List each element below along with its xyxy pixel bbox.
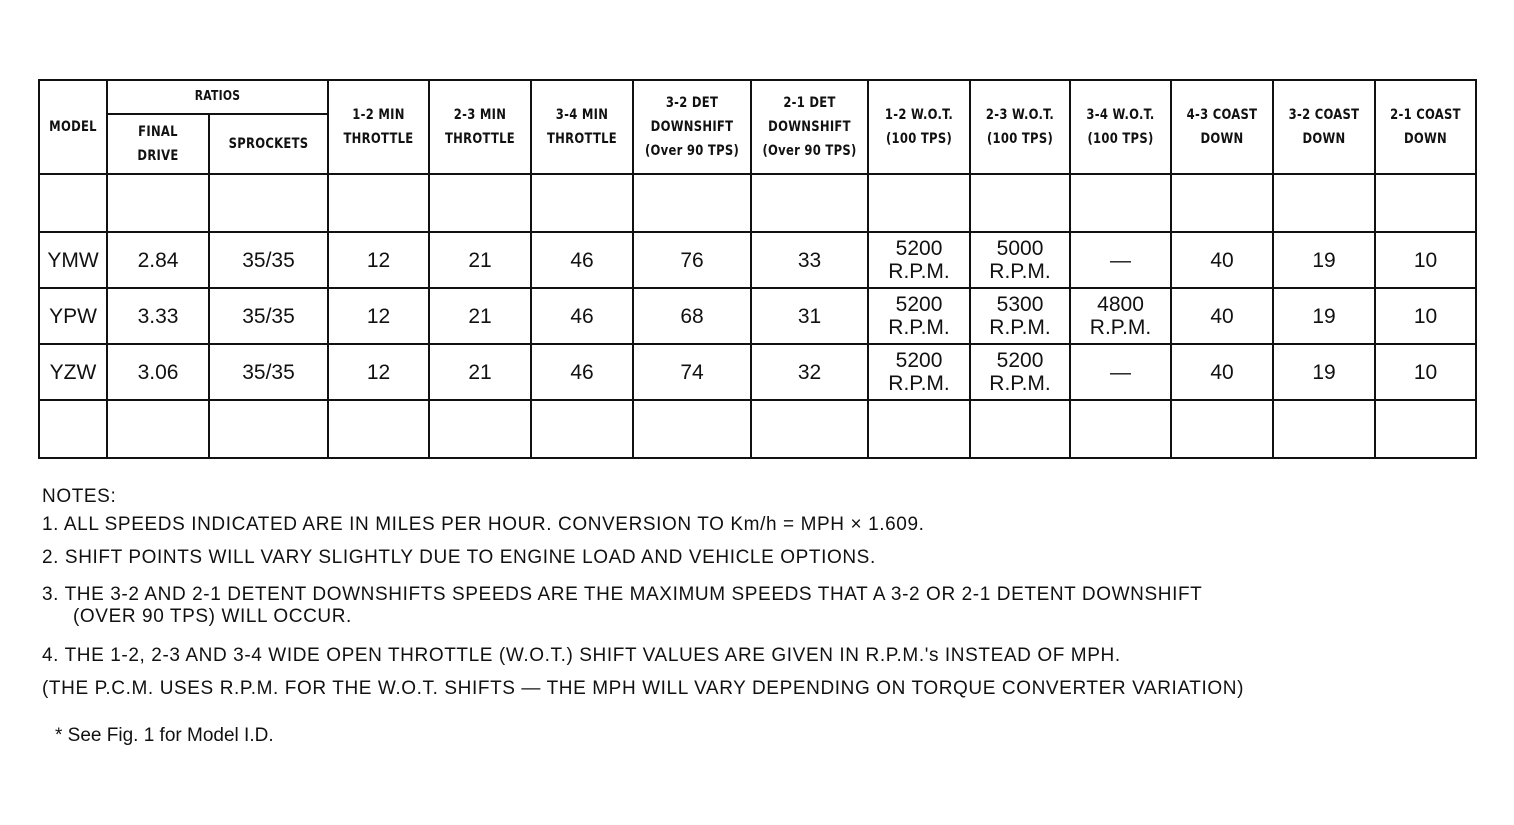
cell-wot34: —: [1070, 232, 1171, 288]
cell-coast43: 40: [1171, 232, 1273, 288]
header-det21: 2-1 DET DOWNSHIFT (Over 90 TPS): [756, 80, 864, 174]
cell-min12: 12: [328, 232, 429, 288]
cell-min34: 46: [531, 232, 633, 288]
note-2: 2. SHIFT POINTS WILL VARY SLIGHTLY DUE TO ENGINE LOAD AND VEHICLE OPTIONS.: [42, 547, 876, 568]
cell-det32: 68: [633, 288, 751, 344]
table-row: [39, 232, 1476, 288]
table-row: [39, 344, 1476, 400]
notes-heading: NOTES:: [42, 486, 117, 507]
cell-model: YMW: [39, 232, 107, 288]
model-id-footnote: * See Fig. 1 for Model I.D.: [55, 725, 274, 746]
header-det32: 3-2 DET DOWNSHIFT (Over 90 TPS): [638, 80, 747, 174]
cell-wot12: 5200 R.P.M.: [868, 344, 970, 400]
header-wot12: 1-2 W.O.T. (100 TPS): [872, 80, 966, 174]
cell-coast32: 19: [1273, 344, 1375, 400]
cell-wot34: —: [1070, 344, 1171, 400]
table-row-blank: [39, 174, 1476, 232]
header-sprockets: SPROCKETS: [214, 114, 323, 174]
notes-block: [42, 486, 1244, 705]
cell-det21: 33: [751, 232, 868, 288]
header-final-drive: FINAL DRIVE: [111, 114, 205, 174]
cell-model: YZW: [39, 344, 107, 400]
cell-coast21: 10: [1375, 232, 1476, 288]
note-5: (THE P.C.M. USES R.P.M. FOR THE W.O.T. SHIFTS — THE MPH WILL VARY DEPENDING ON TORQUE CONVERTER VARIATION): [42, 678, 1245, 699]
header-coast43: 4-3 COAST DOWN: [1175, 80, 1269, 174]
header-min23: 2-3 MIN THROTTLE: [433, 80, 527, 174]
cell-det21: 32: [751, 344, 868, 400]
cell-sprockets: 35/35: [209, 232, 328, 288]
cell-det32: 76: [633, 232, 751, 288]
header-min12: 1-2 MIN THROTTLE: [332, 80, 425, 174]
header-min34: 3-4 MIN THROTTLE: [535, 80, 629, 174]
cell-final-drive: 3.33: [107, 288, 209, 344]
cell-min23: 21: [429, 344, 531, 400]
cell-min23: 21: [429, 232, 531, 288]
header-ratios: RATIOS: [116, 80, 319, 114]
cell-wot23: 5000 R.P.M.: [970, 232, 1070, 288]
cell-wot12: 5200 R.P.M.: [868, 232, 970, 288]
header-wot34: 3-4 W.O.T. (100 TPS): [1074, 80, 1167, 174]
cell-wot23: 5200 R.P.M.: [970, 344, 1070, 400]
cell-wot23: 5300 R.P.M.: [970, 288, 1070, 344]
cell-sprockets: 35/35: [209, 344, 328, 400]
cell-coast43: 40: [1171, 288, 1273, 344]
cell-min12: 12: [328, 344, 429, 400]
cell-wot12: 5200 R.P.M.: [868, 288, 970, 344]
cell-model: YPW: [39, 288, 107, 344]
shift-speed-table: [38, 79, 1477, 459]
cell-coast32: 19: [1273, 232, 1375, 288]
cell-coast43: 40: [1171, 344, 1273, 400]
table-row: [39, 288, 1476, 344]
cell-min23: 21: [429, 288, 531, 344]
cell-min34: 46: [531, 288, 633, 344]
cell-coast21: 10: [1375, 288, 1476, 344]
header-coast32: 3-2 COAST DOWN: [1277, 80, 1371, 174]
header-wot23: 2-3 W.O.T. (100 TPS): [974, 80, 1066, 174]
cell-sprockets: 35/35: [209, 288, 328, 344]
table-row-blank: [39, 400, 1476, 458]
cell-final-drive: 2.84: [107, 232, 209, 288]
note-3-continued: (OVER 90 TPS) WILL OCCUR.: [73, 606, 352, 627]
cell-coast21: 10: [1375, 344, 1476, 400]
note-3: 3. THE 3-2 AND 2-1 DETENT DOWNSHIFTS SPEEDS ARE THE MAXIMUM SPEEDS THAT A 3-2 OR 2-1 DETENT DOWNSHIFT: [42, 584, 1203, 605]
header-coast21: 2-1 COAST DOWN: [1379, 80, 1472, 174]
header-model: MODEL: [42, 80, 105, 174]
cell-coast32: 19: [1273, 288, 1375, 344]
cell-det21: 31: [751, 288, 868, 344]
note-4: 4. THE 1-2, 2-3 AND 3-4 WIDE OPEN THROTTLE (W.O.T.) SHIFT VALUES ARE GIVEN IN R.P.M.'s INSTEAD OF MPH.: [42, 645, 1121, 666]
cell-det32: 74: [633, 344, 751, 400]
cell-min34: 46: [531, 344, 633, 400]
note-1: 1. ALL SPEEDS INDICATED ARE IN MILES PER HOUR. CONVERSION TO Km/h = MPH × 1.609.: [42, 514, 925, 535]
cell-wot34: 4800 R.P.M.: [1070, 288, 1171, 344]
cell-min12: 12: [328, 288, 429, 344]
cell-final-drive: 3.06: [107, 344, 209, 400]
